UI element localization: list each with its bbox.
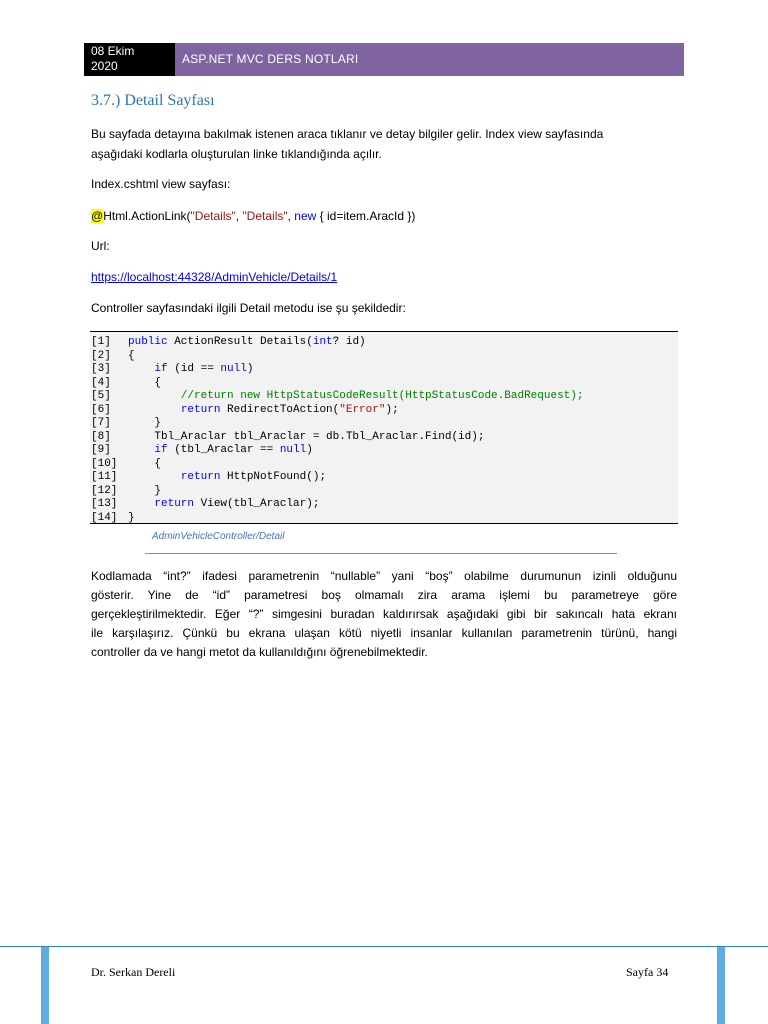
intro-paragraph	[91, 124, 603, 164]
code-line-text	[128, 444, 313, 457]
code-line-number: [2]	[91, 349, 111, 362]
code-line-text	[128, 390, 583, 403]
view-label: Index.cshtml view sayfası:	[91, 177, 231, 191]
razor-at-symbol: @	[91, 209, 104, 223]
code-token	[128, 498, 154, 510]
header-title: ASP.NET MVC DERS NOTLARI	[175, 43, 684, 76]
code-line-number: [5]	[91, 390, 111, 402]
code-token: )	[246, 363, 254, 375]
explanation-line: controller da ve hangi metot da kullanıldığını öğrenebilmektedir.	[91, 645, 428, 659]
actionlink-suffix: { id=item.AracId })	[316, 209, 416, 223]
code-line-text	[128, 458, 161, 471]
code-line-number: [8]	[91, 430, 111, 443]
code-block	[90, 331, 678, 524]
header-date-day: 08 Ekim	[91, 44, 135, 58]
code-line-text	[128, 498, 319, 511]
code-line-number: [9]	[91, 444, 111, 456]
code-token: "Error"	[339, 403, 386, 416]
code-token: (id ==	[167, 363, 221, 375]
footer-left-bar	[41, 947, 49, 1024]
url-link[interactable]: https://localhost:44328/AdminVehicle/Details/1	[91, 270, 338, 284]
actionlink-new-keyword: new	[294, 209, 317, 223]
code-token: {	[128, 349, 135, 362]
code-line-number: [4]	[91, 376, 111, 389]
code-token: {	[128, 457, 162, 470]
code-token: return	[154, 498, 195, 510]
code-token: //return new HttpStatusCodeResult(HttpStatusCode.BadRequest);	[128, 390, 584, 402]
code-token: View(tbl_Araclar);	[194, 498, 320, 510]
code-line-text	[128, 377, 161, 390]
footer-right-bar	[717, 947, 725, 1024]
actionlink-prefix: Html.ActionLink(	[103, 209, 191, 223]
header-date	[84, 43, 175, 76]
code-token	[128, 404, 181, 416]
intro-line: Bu sayfada detayına bakılmak istenen araca tıklanır ve detay bilgiler gelir. Index view sayfasında	[91, 127, 604, 141]
code-line-number: [14]	[91, 511, 118, 524]
code-token: ActionResult Details(	[167, 336, 313, 348]
footer-divider	[0, 946, 768, 947]
code-token: );	[385, 403, 399, 416]
code-line-number: [12]	[91, 484, 118, 497]
code-line-text	[128, 471, 326, 484]
code-line-text	[128, 363, 253, 376]
footer-page-number: Sayfa 34	[626, 965, 669, 979]
code-line-text	[128, 512, 135, 525]
code-line-number: [10]	[91, 457, 118, 470]
code-token	[128, 444, 154, 456]
caption-underline	[145, 553, 617, 554]
code-token: }	[128, 417, 162, 429]
explanation-line: gösterir. Yine de “id” parametresi boş olmamalı zira arama işlemi bu parametreye göre	[91, 588, 677, 602]
code-line-number: [7]	[91, 417, 111, 429]
code-token: RedirectToAction(	[220, 403, 340, 416]
code-token: HttpNotFound();	[220, 471, 327, 483]
code-line-text	[128, 336, 366, 349]
code-token: ? id)	[332, 336, 366, 348]
actionlink-arg2: "Details"	[242, 209, 288, 223]
code-line-text	[128, 417, 161, 430]
code-token: null	[220, 363, 247, 375]
code-line-number: [11]	[91, 471, 118, 483]
code-token	[128, 363, 154, 375]
code-line-text	[128, 485, 161, 498]
code-token: int	[312, 336, 333, 348]
code-token: return	[180, 471, 221, 483]
code-token	[128, 471, 181, 483]
code-line-text	[128, 431, 484, 444]
footer-author: Dr. Serkan Dereli	[91, 965, 176, 979]
code-line-number: [13]	[91, 498, 118, 510]
explanation-paragraph	[91, 567, 677, 662]
controller-label: Controller sayfasındaki ilgili Detail metodu ise şu şekildedir:	[91, 301, 406, 315]
code-token: }	[128, 511, 135, 524]
intro-line: aşağıdaki kodlarla oluşturulan linke tıklandığında açılır.	[91, 147, 382, 161]
code-line-number: [6]	[91, 403, 111, 416]
code-line-text	[128, 350, 135, 363]
code-token: Tbl_Araclar tbl_Araclar = db.Tbl_Araclar.Find(id);	[128, 430, 485, 443]
code-caption: AdminVehicleController/Detail	[152, 531, 285, 542]
actionlink-code	[91, 206, 415, 226]
code-token: }	[128, 484, 162, 497]
code-line-number: [1]	[91, 336, 111, 348]
code-line-text	[128, 404, 399, 417]
actionlink-arg1: "Details"	[190, 209, 236, 223]
code-token: public	[128, 336, 168, 348]
actionlink-sep2: ,	[287, 209, 295, 223]
code-token: null	[279, 444, 307, 456]
url-label: Url:	[91, 239, 110, 253]
code-token: (tbl_Araclar ==	[167, 444, 280, 456]
code-token: return	[180, 403, 221, 416]
code-token: )	[306, 444, 313, 456]
code-token: {	[128, 376, 162, 389]
code-token: if	[154, 363, 168, 375]
section-title: 3.7.) Detail Sayfası	[91, 92, 215, 109]
explanation-line: gerçekleştirilmektedir. Eğer “?” simgesini buradan kaldırırsak aşağıdaki gibi bir sakıncalı hata ekranı	[91, 607, 677, 621]
explanation-line: Kodlamada “int?” ifadesi parametrenin “nullable” yani “boş” olabilme durumunun izinli olduğunu	[91, 569, 677, 583]
explanation-line: ile karşılaşırız. Çünkü bu ekrana ulaşan kötü niyetli insanlar kullanılan parametrenin türünü, hangi	[91, 626, 677, 640]
actionlink-sep: ,	[235, 209, 243, 223]
code-token: if	[154, 444, 168, 456]
header-date-year: 2020	[91, 59, 118, 73]
code-line-number: [3]	[91, 363, 111, 375]
